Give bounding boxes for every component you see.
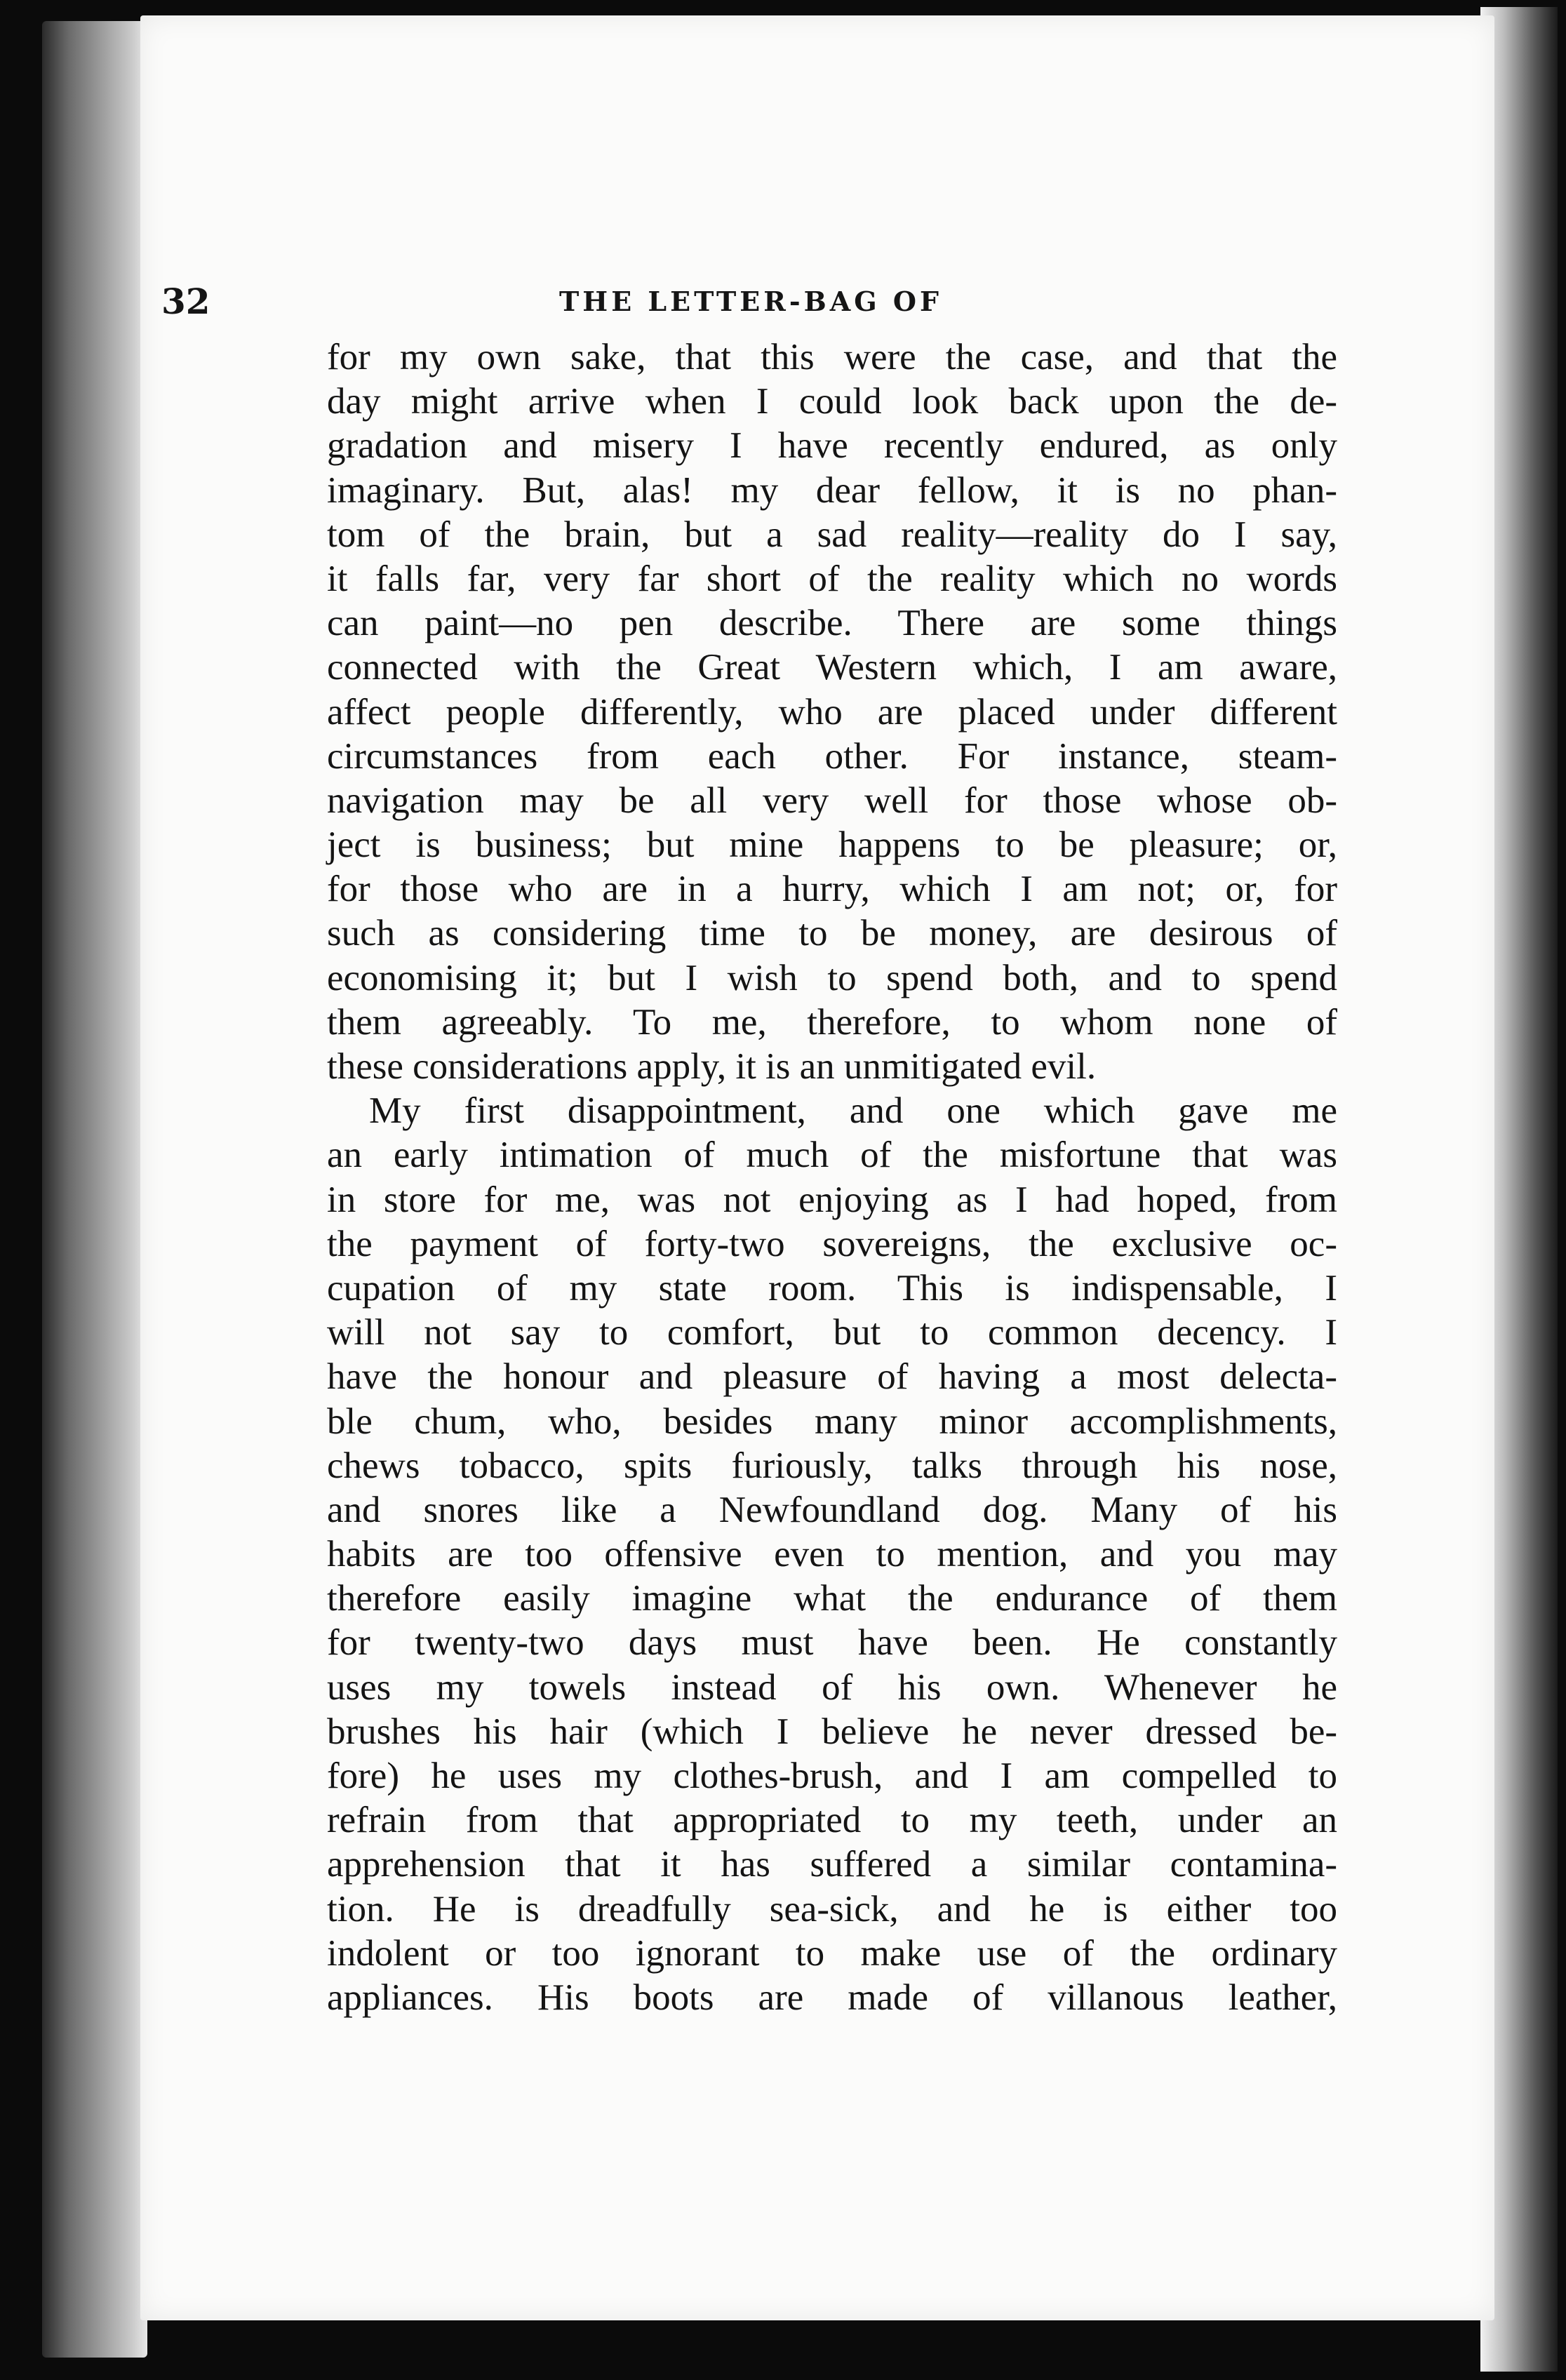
page-number: 32 [161,281,210,322]
text-line: refrain from that appropriated to my teeth, under an [327,1800,1337,1841]
body-text [327,335,1337,2020]
text-line: fore) he uses my clothes-brush, and I am compelled to [327,1756,1337,1796]
text-line: ble chum, who, besides many minor accomplishments, [327,1400,1337,1442]
text-line: appliances. His boots are made of villanous leather, [327,1977,1337,2018]
text-line: brushes his hair (which I believe he never dressed be- [327,1711,1337,1752]
text-line: such as considering time to be money, are desirous of [327,913,1337,954]
text-line: habits are too offensive even to mention, and you may [327,1534,1337,1575]
text-line: the payment of forty-two sovereigns, the exclusive oc- [327,1223,1337,1264]
text-line: for my own sake, that this were the case, and that the [327,337,1337,377]
text-line: and snores like a Newfoundland dog. Many of his [327,1489,1337,1530]
text-line: for those who are in a hurry, which I am not; or, for [327,869,1337,910]
text-line: tom of the brain, but a sad reality—reality do I say, [327,514,1337,555]
text-line: apprehension that it has suffered a similar contamina- [327,1844,1337,1885]
text-line: can paint—no pen describe. There are some things [327,603,1337,644]
text-line: have the honour and pleasure of having a most delecta- [327,1356,1337,1398]
text-line: cupation of my state room. This is indispensable, I [327,1267,1337,1309]
text-line: day might arrive when I could look back upon the de- [327,381,1337,422]
text-line: navigation may be all very well for those whose ob- [327,780,1337,821]
text-line: ject is business; but mine happens to be pleasure; or, [327,824,1337,866]
running-title: THE LETTER-BAG OF [559,286,942,317]
text-line: will not say to comfort, but to common decency. I [327,1312,1337,1353]
text-line: affect people differently, who are placed under different [327,691,1337,733]
text-line: therefore easily imagine what the endurance of them [327,1578,1337,1619]
paragraph-end-line: these considerations apply, it is an unmitigated evil. [327,1046,1097,1087]
text-line: in store for me, was not enjoying as I had hoped, from [327,1179,1337,1220]
text-line: chews tobacco, spits furiously, talks through his nose, [327,1445,1337,1486]
text-line: uses my towels instead of his own. Whenever he [327,1666,1337,1708]
text-line: it falls far, very far short of the reality which no words [327,558,1337,599]
text-line: economising it; but I wish to spend both, and to spend [327,957,1337,998]
text-line: imaginary. But, alas! my dear fellow, it is no phan- [327,469,1337,511]
text-line: connected with the Great Western which, I am aware, [327,647,1337,688]
running-head [161,270,1340,333]
paragraph-start-line: My first disappointment, and one which gave me [369,1090,1337,1132]
text-line: tion. He is dreadfully sea-sick, and he is either too [327,1888,1337,1930]
text-line: gradation and misery I have recently endured, as only [327,425,1337,467]
text-line: them agreeably. To me, therefore, to whom none of [327,1001,1337,1043]
text-line: an early intimation of much of the misfortune that was [327,1135,1337,1176]
text-line: circumstances from each other. For instance, steam- [327,735,1337,777]
book-edge-left [42,21,147,2358]
text-line: for twenty-two days must have been. He constantly [327,1622,1337,1664]
text-line: indolent or too ignorant to make use of the ordinary [327,1932,1337,1974]
